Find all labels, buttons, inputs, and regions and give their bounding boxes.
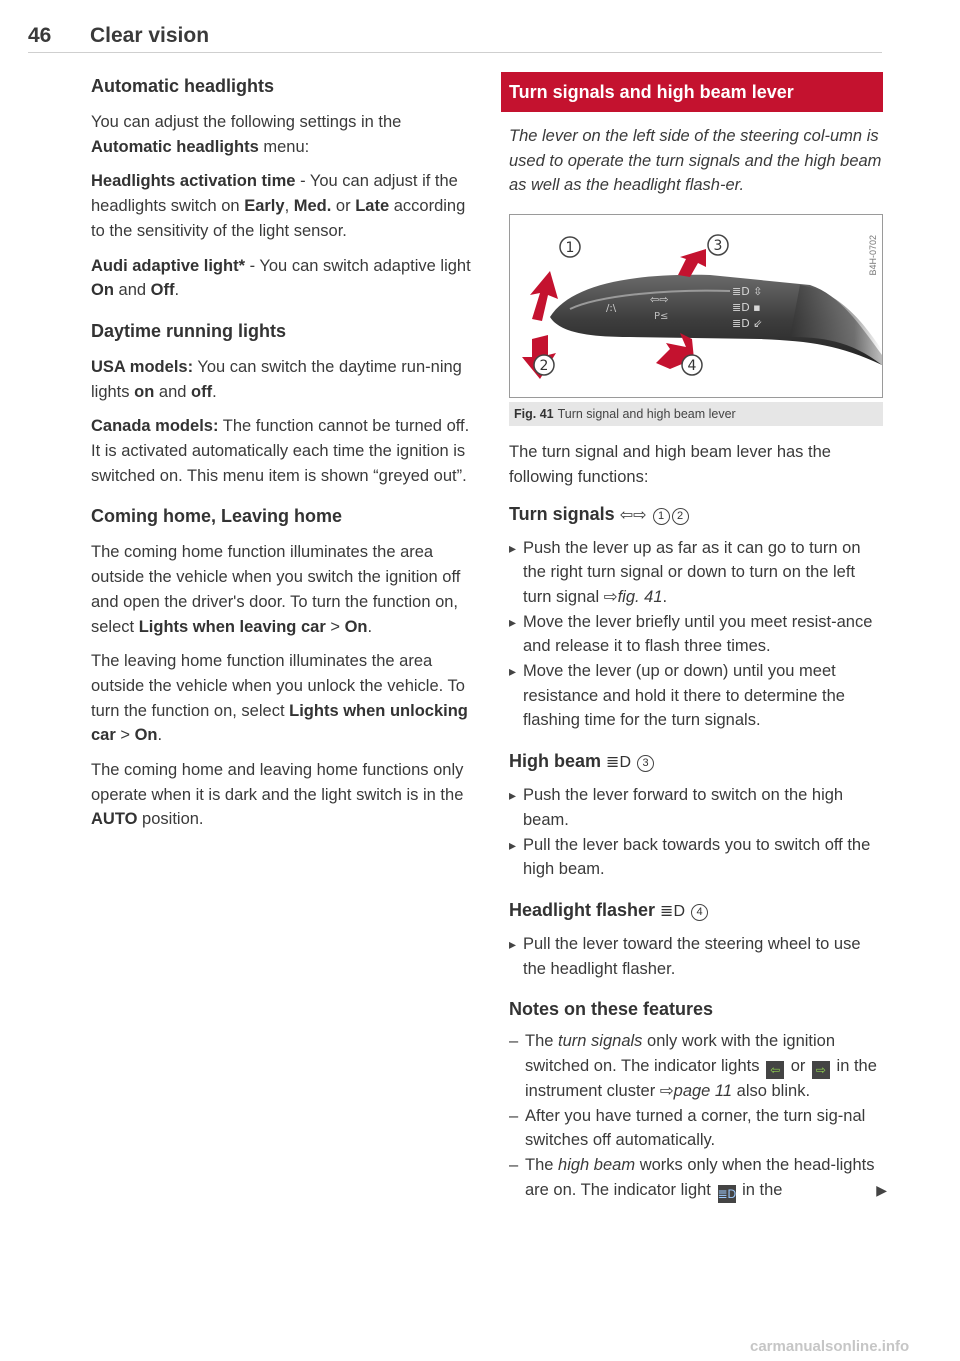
high-beam-list	[509, 783, 883, 882]
coming-home-paragraph: The coming home function illuminates the area outside the vehicle when you switch the ignition off and open the driver's door. To turn the function on, select Lights when leaving car > On.	[91, 543, 461, 636]
functions-intro: The turn signal and high beam lever has the following functions:	[509, 443, 831, 486]
list-item: – The high beam works only when the head-lights are on. The indicator light ≣D in the	[509, 1153, 883, 1203]
lever-parking-symbol: P≤	[654, 311, 669, 323]
lever-assist-symbol: ≣D ▪	[732, 301, 761, 315]
heading-coming-home: Coming home, Leaving home	[91, 506, 343, 527]
heading-headlight-flasher: Headlight flasher ≣D 4	[509, 896, 883, 926]
callout-1: 1	[565, 240, 575, 257]
arrow-ref-icon: ⇨	[659, 1082, 674, 1101]
turn-signal-arrows-icon: ⇦⇨	[619, 506, 647, 524]
lever-shaft	[790, 285, 882, 365]
turn-signals-list	[509, 536, 883, 734]
section-intro: The lever on the left side of the steering col-umn is used to operate the turn signals and the high beam as well as the headlight flash-er.	[509, 127, 882, 195]
activation-time-paragraph: Headlights activation time - You can adjust if the headlights switch on Early, Med. or Late according to the sensitivity of the light sensor.	[91, 172, 466, 240]
left-column	[91, 72, 471, 832]
heading-high-beam: High beam ≣D 3	[509, 747, 883, 777]
high-beam-icon: ≣D	[660, 902, 686, 920]
list-item: ▸ Pull the lever back towards you to switch off the high beam.	[509, 833, 883, 882]
callout-ref-4: 4	[691, 904, 708, 921]
list-item: ▸ Move the lever (up or down) until you meet resistance and hold it there to determine the flashing time for the turn signals.	[509, 659, 883, 733]
auto-position-paragraph: The coming home and leaving home functions only operate when it is dark and the light switch is in the AUTO position.	[91, 761, 464, 829]
callout-ref-1: 1	[653, 508, 670, 525]
lever-wiper-symbol: /:\	[606, 303, 617, 315]
page-ref-link[interactable]: page 11	[673, 1082, 733, 1101]
arrow-ref-icon: ⇨	[603, 587, 618, 606]
page-number: 46	[28, 24, 52, 47]
list-item: ▸ Pull the lever toward the steering wheel to use the headlight flasher.	[509, 932, 883, 981]
lever-turn-signal-symbol: ⇦⇨	[650, 293, 669, 307]
heading-automatic-headlights: Automatic headlights	[91, 76, 275, 96]
callout-3: 3	[713, 238, 723, 255]
canada-models-paragraph: Canada models: The function cannot be turned off. It is activated automatically each time the ignition is switched on. This menu item is shown “greyed out”.	[91, 417, 470, 485]
list-item: ▸ Push the lever up as far as it can go to turn on the right turn signal or down to turn on the left turn signal ⇨fig. 41.	[509, 536, 883, 610]
heading-notes: Notes on these features	[509, 999, 714, 1020]
lever-illustration	[510, 215, 882, 397]
adaptive-light-paragraph: Audi adaptive light* - You can switch adaptive light On and Off.	[91, 256, 471, 300]
section-banner: Turn signals and high beam lever	[501, 72, 883, 112]
figure-caption: Fig. 41 Turn signal and high beam lever	[509, 402, 883, 426]
arrow-forward	[678, 249, 706, 277]
heading-daytime-running-lights: Daytime running lights	[91, 320, 287, 341]
right-column	[509, 72, 887, 1203]
watermark: carmanualsonline.info	[750, 1338, 910, 1355]
lever-flasher-symbol: ≣D ⇙	[732, 317, 763, 331]
flasher-list	[509, 932, 883, 981]
list-item: – The turn signals only work with the ignition switched on. The indicator lights ⇦ or ⇨ in the instrument cluster ⇨page 11 also blink.	[509, 1029, 883, 1103]
section-title: Clear vision	[90, 24, 210, 47]
list-item: ▸ Push the lever forward to switch on the high beam.	[509, 783, 883, 832]
page-header	[28, 22, 882, 53]
figure-code: B4H-0702	[868, 235, 878, 276]
callout-4: 4	[687, 358, 697, 375]
leaving-home-paragraph: The leaving home function illuminates the area outside the vehicle when you unlock the vehicle. To turn the function on, select Lights when unlocking car > On.	[91, 652, 468, 745]
high-beam-icon: ≣D	[606, 754, 631, 772]
lever-highbeam-symbol: ≣D ⇳	[732, 285, 763, 299]
fig-ref-link[interactable]: fig. 41	[617, 587, 663, 606]
usa-models-paragraph: USA models: You can switch the daytime run-ning lights on and off.	[91, 357, 462, 401]
continued-arrow-icon: ▶	[876, 1181, 887, 1198]
callout-2: 2	[539, 358, 549, 375]
notes-list	[509, 1029, 887, 1203]
auto-headlights-intro: You can adjust the following settings in the Automatic headlights menu:	[91, 113, 402, 156]
lever-figure	[509, 214, 883, 398]
list-item: – After you have turned a corner, the turn sig-nal switches off automatically.	[509, 1104, 883, 1153]
list-item: ▸ Move the lever briefly until you meet resist-ance and release it to flash three times.	[509, 610, 883, 659]
callout-ref-2: 2	[672, 508, 689, 525]
callout-ref-3: 3	[637, 755, 654, 772]
high-beam-indicator-icon: ≣D	[717, 1186, 737, 1201]
heading-turn-signals: Turn signals ⇦⇨ 1 2	[509, 500, 883, 530]
right-turn-indicator-icon: ⇨	[812, 1061, 830, 1079]
left-turn-indicator-icon: ⇦	[766, 1061, 784, 1079]
